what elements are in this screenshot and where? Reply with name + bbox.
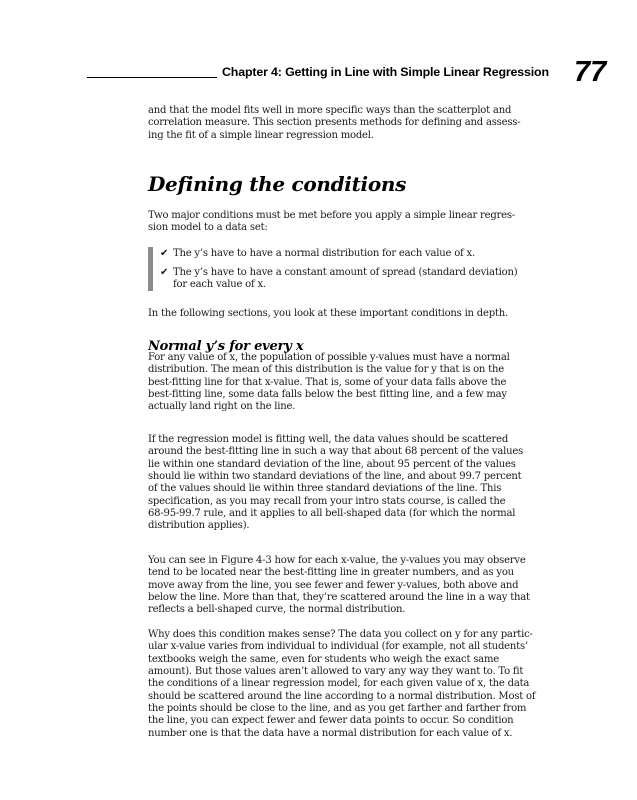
paragraph-line: the points should be close to the line, and as you get farther and farther from — [148, 703, 527, 715]
paragraph-line: tend to be located near the best-fitting line in greater numbers, and as you — [148, 567, 514, 579]
paragraph-line: should be scattered around the line according to a normal distribution. Most of — [148, 690, 536, 702]
bullet-line: for each value of x. — [173, 279, 266, 291]
intro-line: and that the model fits well in more specific ways than the scatterplot and — [148, 105, 512, 116]
paragraph-line: below the line. More than that, they’re scattered around the line in a way that — [148, 592, 530, 604]
paragraph-line: lie within one standard deviation of the line, about 95 percent of the values — [148, 458, 516, 470]
bullet-line: The y’s have to have a normal distribution for each value of x. — [173, 248, 475, 259]
paragraph-line: the conditions of a linear regression model, for each given value of x, the data — [148, 678, 530, 690]
paragraph-line: 68-95-99.7 rule, and it applies to all bell-shaped data (for which the normal — [148, 508, 516, 520]
conditions-lead-paragraph — [148, 210, 550, 235]
chapter-title: Chapter 4: Getting in Line with Simple Linear Regression — [222, 65, 549, 79]
paragraph-line: reflects a bell-shaped curve, the normal distribution. — [148, 604, 406, 616]
lead-line: Two major conditions must be met before you apply a simple linear regres- — [148, 210, 515, 221]
list-item — [160, 248, 550, 260]
intro-line: ing the fit of a simple linear regression model. — [148, 129, 374, 141]
header-rule — [87, 77, 217, 78]
paragraph-line: distribution applies). — [148, 520, 250, 532]
paragraph-line: You can see in Figure 4-3 how for each x-value, the y-values you may observe — [148, 555, 526, 566]
paragraph-line: best-fitting line for that x-value. That is, some of your data falls above the — [148, 376, 507, 388]
bullet-line: The y’s have to have a constant amount of spread (standard deviation) — [173, 267, 518, 278]
paragraph-line: If the regression model is fitting well, the data values should be scattered — [148, 434, 509, 445]
paragraph — [148, 555, 550, 617]
paragraph-line: textbooks weigh the same, even for students who weigh the exact same — [148, 653, 499, 665]
lead-line: sion model to a data set: — [148, 222, 268, 234]
check-icon: ✔ — [160, 248, 169, 259]
paragraph-line: around the best-fitting line in such a way that about 68 percent of the values — [148, 446, 524, 458]
running-header — [0, 56, 637, 94]
list-item — [160, 267, 550, 292]
paragraph-line: move away from the line, you see fewer and fewer y-values, both above and — [148, 579, 519, 591]
section-heading: Defining the conditions — [148, 172, 407, 196]
paragraph-line: amount). But those values aren’t allowed to vary any way they want to. To fit — [148, 666, 524, 678]
paragraph-line: the line, you can expect fewer and fewer data points to occur. So condition — [148, 715, 514, 727]
page-number: 77 — [574, 56, 607, 88]
paragraph-line: specification, as you may recall from your intro stats course, is called the — [148, 495, 506, 507]
paragraph — [148, 352, 550, 414]
paragraph-line: distribution. The mean of this distribution is the value for y that is on the — [148, 364, 504, 376]
paragraph-line: ular x-value varies from individual to individual (for example, not all students’ — [148, 641, 528, 653]
paragraph-line: should lie within two standard deviations of the line, and about 99.7 percent — [148, 471, 522, 483]
paragraph-line: of the values should lie within three standard deviations of the line. This — [148, 483, 502, 495]
intro-line: correlation measure. This section presents methods for defining and assess- — [148, 117, 521, 129]
intro-paragraph — [148, 105, 550, 142]
paragraph-line: best-fitting line, some data falls below the best fitting line, and a few may — [148, 389, 507, 401]
paragraph-line: actually land right on the line. — [148, 401, 296, 413]
following-paragraph: In the following sections, you look at these important conditions in depth. — [148, 308, 508, 319]
check-icon: ✔ — [160, 267, 169, 278]
subsection-heading: Normal y’s for every x — [148, 339, 304, 354]
paragraph-line: For any value of x, the population of possible y-values must have a normal — [148, 352, 510, 363]
paragraph-line: number one is that the data have a normal distribution for each value of x. — [148, 727, 513, 739]
paragraph — [148, 434, 550, 533]
list-sidebar-bar — [148, 247, 153, 291]
paragraph-line: Why does this condition makes sense? The data you collect on y for any partic- — [148, 629, 533, 640]
conditions-list — [148, 245, 550, 290]
paragraph — [148, 629, 550, 740]
